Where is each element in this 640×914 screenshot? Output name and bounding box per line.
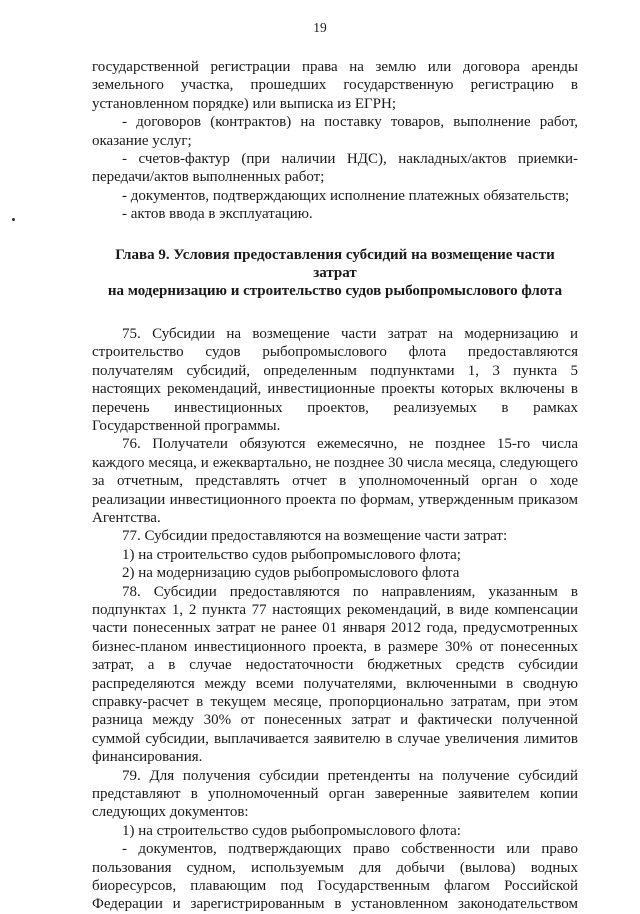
paragraph-79-list-item: - документов, подтверждающих право собственности или право пользования судном, используемым для добычи (вылова) водных биоресурсов, плавающим под Государственным флагом Российской Федерации и зарегистрированным в установленном законодательством bbox=[92, 841, 578, 913]
top-list-item: - документов, подтверждающих исполнение платежных обязательств; bbox=[122, 187, 570, 204]
chapter-heading-line2: на модернизацию и строительство судов рыбопромыслового флота bbox=[107, 283, 563, 300]
top-list-item: - договоров (контрактов) на поставку товаров, выполнение работ, оказание услуг; bbox=[92, 114, 578, 149]
top-paragraph-continuation: государственной регистрации права на землю или договора аренды земельного участка, прошедших государственную регистрацию в установленном порядке) или выписка из ЕГРН; bbox=[92, 59, 578, 112]
paragraph-78: 78. Субсидии предоставляются по направлениям, указанным в подпунктах 1, 2 пункта 77 настоящих рекомендаций, в виде компенсации части понесенных затрат не ранее 01 января 2012 года, предусмотренных бизнес-планом инвестиционного проекта, в размере 30% от понесенных затрат, а в случае недостаточности бюджетных средств субсидии распределяются между всеми получателями, включенными в сводную справку-расчет в текущем месяце, пропорционально затратам, при этом разница между 30% от понесенных затрат и фактически полученной суммой субсидии, выплачивается заявителю в случае увеличения лимитов финансирования. bbox=[92, 583, 578, 766]
paragraph-77: 77. Субсидии предоставляются на возмещение части затрат: bbox=[122, 528, 508, 545]
document-body bbox=[92, 58, 578, 914]
top-list-item: - актов ввода в эксплуатацию. bbox=[122, 206, 313, 223]
paragraph-77-item-1: 1) на строительство судов рыбопромыслового флота; bbox=[122, 546, 461, 563]
chapter-heading bbox=[92, 246, 578, 301]
paragraph-77-item-2: 2) на модернизацию судов рыбопромыслового флота bbox=[122, 565, 460, 582]
paragraph-76: 76. Получатели обязуются ежемесячно, не позднее 15-го числа каждого месяца, и ежеквартально, не позднее 30 числа месяца, следующего за отчетным, представлять отчет в уполномоченный орган о ходе реализации инвестиционного проекта по формам, утвержденным приказом Агентства. bbox=[92, 436, 578, 526]
paragraph-79: 79. Для получения субсидии претенденты на получение субсидий представляют в уполномоченный орган заверенные заявителем копии следующих документов: bbox=[92, 767, 578, 821]
margin-mark bbox=[12, 218, 15, 221]
page-number: 19 bbox=[313, 20, 327, 35]
paragraph-75: 75. Субсидии на возмещение части затрат на модернизацию и строительство судов рыбопромыслового флота предоставляются получателям субсидий, определенным подпунктами 1, 3 пункта 5 настоящих рекомендаций, инвестиционные проекты которых включены в перечень инвестиционных проектов, реализуемых в рамках Государственной программы. bbox=[92, 325, 578, 434]
chapter-heading-line1: Глава 9. Условия предоставления субсидий на возмещение части затрат bbox=[115, 246, 555, 282]
top-list-item: - счетов-фактур (при наличии НДС), накладных/актов приемки-передачи/актов выполненных работ; bbox=[92, 151, 578, 186]
paragraph-79-item-1: 1) на строительство судов рыбопромыслового флота: bbox=[122, 822, 461, 839]
